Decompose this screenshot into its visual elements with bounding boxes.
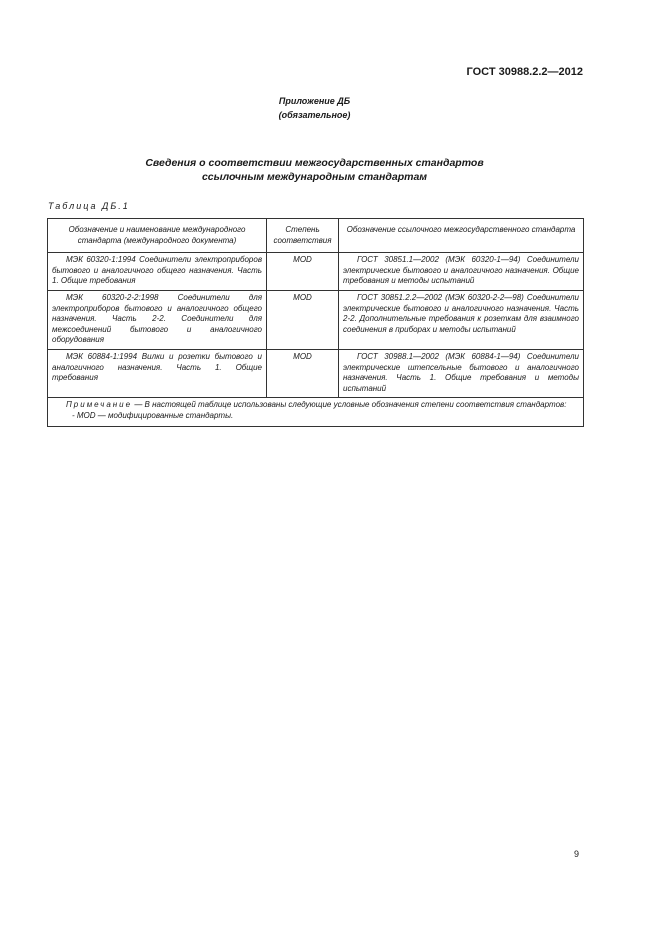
cell-international-standard: МЭК 60884-1:1994 Вилки и розетки бытового и аналогичного назначения. Часть 1. Общие требования [48, 349, 267, 397]
note-item: - MOD — модифицированные стандарты. [72, 410, 234, 420]
header-international-standard: Обозначение и наименование международного стандарта (международного документа) [48, 219, 267, 253]
cell-interstate-standard: ГОСТ 30851.1—2002 (МЭК 60320-1—94) Соединители электрические бытового и аналогичного назначения. Общие требования и методы испытаний [339, 253, 584, 291]
table-caption: Таблица ДБ.1 [48, 201, 130, 211]
cell-international-standard: МЭК 60320-1:1994 Соединители электроприборов бытового и аналогичного общего назначения. Часть 1. Общие требования [48, 253, 267, 291]
table-row [48, 253, 584, 291]
cell-interstate-standard: ГОСТ 30988.1—2002 (МЭК 60884-1—94) Соединители электрические штепсельные бытового и аналогичного назначения. Часть 1. Общие требования и методы испытаний [339, 349, 584, 397]
note-label: Примечание [66, 400, 133, 410]
header-degree: Степень соответствия [267, 219, 339, 253]
section-title [0, 156, 629, 184]
cell-degree: MOD [267, 253, 339, 291]
table-note [48, 398, 584, 426]
cell-international-standard: МЭК 60320-2-2:1998 Соединители для электроприборов бытового и аналогичного общего назначения. Часть 2-2. Соединители для межсоединений бытового и аналогичного оборудования [48, 290, 267, 349]
table-header-row [48, 219, 584, 253]
section-title-line1: Сведения о соответствии межгосударственных стандартов [145, 157, 484, 169]
cell-degree: MOD [267, 290, 339, 349]
document-code: ГОСТ 30988.2.2—2012 [466, 66, 583, 78]
cell-degree: MOD [267, 349, 339, 397]
header-interstate-standard: Обозначение ссылочного межгосударственного стандарта [339, 219, 584, 253]
note-text: — В настоящей таблице использованы следующие условные обозначения степени соответствия стандартов: [134, 400, 567, 410]
table-note-row [48, 398, 584, 426]
annex-status: (обязательное) [278, 110, 351, 120]
table-row [48, 349, 584, 397]
cell-interstate-standard: ГОСТ 30851.2.2—2002 (МЭК 60320-2-2—98) Соединители электрические бытового и аналогичного назначения. Часть 2-2. Дополнительные требования к розеткам для взаимного соединения в приборах и методы испытаний [339, 290, 584, 349]
section-title-line2: ссылочным международным стандартам [201, 171, 428, 183]
standards-correspondence-table [47, 218, 584, 427]
annex-title [0, 94, 629, 122]
annex-name: Приложение ДБ [278, 96, 351, 106]
page-number: 9 [573, 849, 579, 859]
table-row [48, 290, 584, 349]
